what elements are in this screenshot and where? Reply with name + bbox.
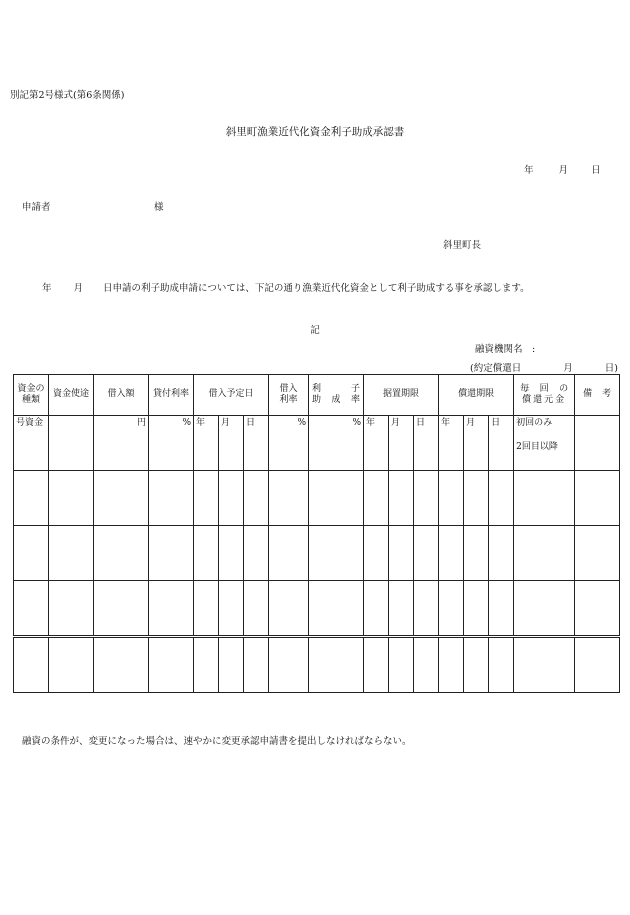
header-lending-rate: 貸付利率 xyxy=(149,375,194,416)
document-title: 斜里町漁業近代化資金利子助成承認書 xyxy=(225,126,405,138)
loan-table xyxy=(13,374,620,693)
repay-label: (約定償還日 xyxy=(470,363,522,374)
table-row xyxy=(14,471,620,526)
cell-repay-month[interactable]: 月 xyxy=(464,416,489,471)
cell-repay-day[interactable]: 日 xyxy=(489,416,514,471)
date-day: 日 xyxy=(591,165,601,176)
cell-repay-year[interactable]: 年 xyxy=(439,416,464,471)
header-remarks: 備 考 xyxy=(575,375,620,416)
header-principal: 毎 回 の 償還元金 xyxy=(514,375,575,416)
header-fund-type: 資金の 種類 xyxy=(14,375,49,416)
table-total-row xyxy=(14,637,620,693)
table-row xyxy=(14,581,620,637)
applicant-suffix: 様 xyxy=(154,202,164,213)
applicant-label: 申請者 xyxy=(22,202,51,213)
cell-grace-month[interactable]: 月 xyxy=(389,416,414,471)
cell-loan-month[interactable]: 月 xyxy=(219,416,244,471)
cell-principal[interactable]: 初回のみ 2回目以降 xyxy=(514,416,575,471)
header-fund-use: 資金使途 xyxy=(49,375,94,416)
ki-heading: 記 xyxy=(310,325,320,336)
cell-amount[interactable]: 円 xyxy=(94,416,149,471)
header-grace-period: 据置期限 xyxy=(364,375,439,416)
date-month: 月 xyxy=(558,165,569,176)
cell-grace-year[interactable]: 年 xyxy=(364,416,389,471)
cell-loan-day[interactable]: 日 xyxy=(244,416,269,471)
cell-use[interactable] xyxy=(49,416,94,471)
applicant-line xyxy=(22,199,164,213)
statement-month: 月 xyxy=(73,283,84,294)
cell-grace-day[interactable]: 日 xyxy=(414,416,439,471)
cell-loan-year[interactable]: 年 xyxy=(194,416,219,471)
header-subsidy-rate: 利 子 助 成 率 xyxy=(309,375,364,416)
table-header-row xyxy=(14,375,620,416)
cell-subsidy-rate[interactable]: % xyxy=(309,416,364,471)
statement-year: 年 xyxy=(42,283,52,294)
cell-borrow-rate[interactable]: % xyxy=(269,416,309,471)
header-loan-date: 借入予定日 xyxy=(194,375,269,416)
form-label: 別記第2号様式(第6条関係) xyxy=(10,90,125,101)
header-repayment-period: 償還期限 xyxy=(439,375,514,416)
header-borrow-rate: 借入 利率 xyxy=(269,375,309,416)
approval-statement xyxy=(42,280,530,294)
issue-date xyxy=(524,162,601,176)
header-loan-amount: 借入額 xyxy=(94,375,149,416)
table-row xyxy=(14,416,620,471)
repay-month: 月 xyxy=(563,363,573,374)
cell-remarks[interactable] xyxy=(575,416,620,471)
cell-lending-rate[interactable]: % xyxy=(149,416,194,471)
issuer-name: 斜里町長 xyxy=(443,240,482,251)
statement-text: 日申請の利子助成申請については、下記の通り漁業近代化資金として利子助成する事を承認します。 xyxy=(103,283,530,294)
cell-fund[interactable]: 号資金 xyxy=(14,416,49,471)
table-row xyxy=(14,526,620,581)
footer-note: 融資の条件が、変更になった場合は、速やかに変更承認申請書を提出しなければならない。 xyxy=(22,736,412,747)
repay-close: 日) xyxy=(604,363,618,374)
date-year: 年 xyxy=(524,165,534,176)
bank-label: 融資機関名 : xyxy=(475,344,536,355)
repayment-date-line xyxy=(470,360,618,374)
